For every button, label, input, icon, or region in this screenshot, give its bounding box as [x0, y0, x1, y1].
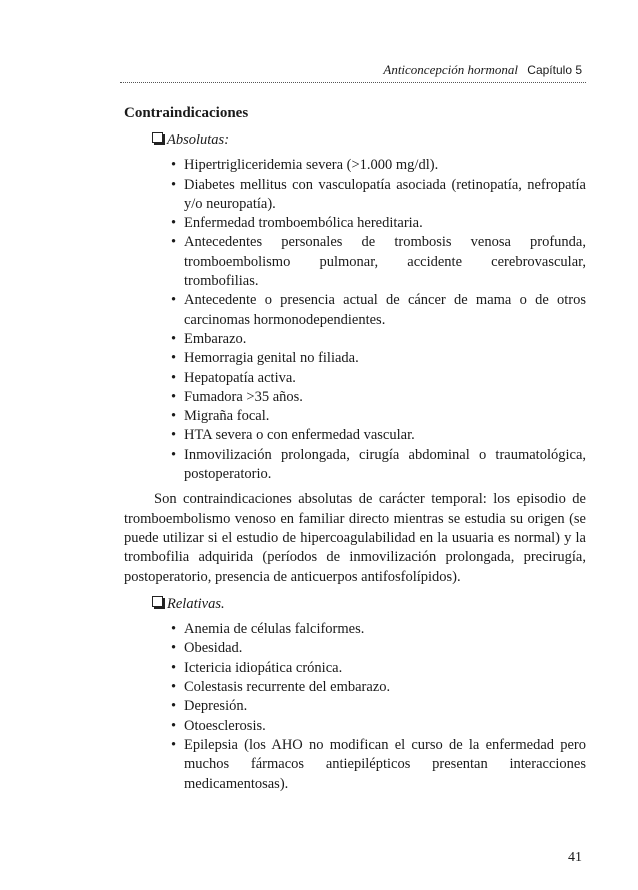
list-item: • Hemorragia genital no filiada. [184, 349, 586, 368]
running-header [383, 62, 582, 78]
running-title: Anticoncepción hormonal [383, 62, 519, 77]
list-item: • Otoesclerosis. [184, 717, 586, 736]
list-item: • Hipertrigliceridemia severa (>1.000 mg/dl). [184, 156, 586, 175]
list-item: • Fumadora >35 años. [184, 388, 586, 407]
list-item: • Antecedente o presencia actual de cáncer de mama o de otros carcinomas hormonodependientes. [184, 291, 586, 330]
checkbox-bullet-icon [152, 596, 163, 607]
list-item: • Ictericia idiopática crónica. [184, 659, 586, 678]
subsection-absolutas [152, 131, 586, 150]
list-item: • Migraña focal. [184, 407, 586, 426]
temporal-paragraph: Son contraindicaciones absolutas de carácter temporal: los episodio de tromboembolismo venoso en familiar directo mientras se estudia su origen (se puede utilizar si el estudio de hipercoagulabilidad en la usuaria es normal) y la trombofilia adquirida (períodos de inmovilización prolongada, precirugía, postoperatorio, presencia de anticuerpos antifosfolípidos). [124, 491, 586, 585]
header-divider [120, 82, 586, 83]
chapter-label: Capítulo 5 [527, 63, 582, 77]
list-item: • Hepatopatía activa. [184, 369, 586, 388]
subsection-label: Absolutas: [167, 132, 230, 148]
checkbox-bullet-icon [152, 132, 163, 143]
page-body [124, 103, 586, 800]
absolutas-list [124, 156, 586, 484]
list-item: • Depresión. [184, 697, 586, 716]
list-item: • Anemia de células falciformes. [184, 620, 586, 639]
list-item: • Obesidad. [184, 639, 586, 658]
list-item: • Epilepsia (los AHO no modifican el curso de la enfermedad pero muchos fármacos antiepilépticos presentan interacciones medicamentosas). [184, 736, 586, 794]
list-item: • Colestasis recurrente del embarazo. [184, 678, 586, 697]
list-item: • Diabetes mellitus con vasculopatía asociada (retinopatía, nefropatía y/o neuropatía). [184, 176, 586, 215]
list-item: • HTA severa o con enfermedad vascular. [184, 426, 586, 445]
list-item: • Inmovilización prolongada, cirugía abdominal o traumatológica, postoperatorio. [184, 446, 586, 485]
list-item: • Embarazo. [184, 330, 586, 349]
list-item: • Antecedentes personales de trombosis venosa profunda, tromboembolismo pulmonar, accidente cerebrovascular, trombofilias. [184, 233, 586, 291]
relativas-list [124, 620, 586, 794]
list-item: • Enfermedad tromboembólica hereditaria. [184, 214, 586, 233]
subsection-label: Relativas. [167, 595, 225, 612]
section-title: Contraindicaciones [124, 105, 249, 121]
page-number: 41 [568, 850, 582, 865]
subsection-relativas [152, 595, 586, 614]
